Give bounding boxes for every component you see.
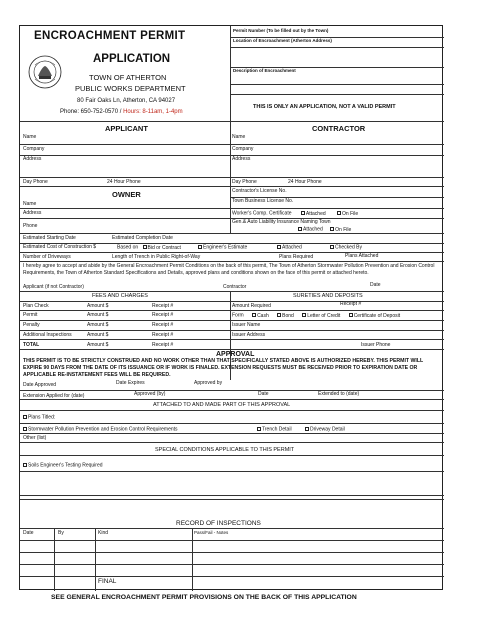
permit-form [19, 25, 443, 590]
trench-detail [257, 427, 292, 433]
owner-phone-label: Phone [23, 223, 38, 229]
insurance-checks [298, 227, 351, 233]
applicant-day-phone-label: Day Phone [23, 179, 48, 185]
owner-heading: OWNER [112, 190, 141, 199]
form-label: Form [232, 312, 244, 319]
attached-heading: ATTACHED TO AND MADE PART OF THIS APPROVAL [153, 402, 291, 408]
fee-row-receipt-label: Receipt # [152, 322, 174, 328]
workers-comp [232, 211, 358, 217]
inspection-final-label: FINAL [98, 578, 117, 585]
stormwater-req [23, 427, 178, 433]
workers-comp-attached-checkbox[interactable] [301, 211, 305, 215]
trench-detail-label: Trench Detail [262, 426, 292, 433]
bond-label: Bond [282, 312, 294, 319]
inspection-pass-fail-header: Pass/Fail - Notes [194, 530, 229, 535]
town-seal-logo [28, 55, 62, 89]
insurance-label: Gen.& Auto Liability Insurance Naming Town [232, 219, 331, 225]
issuer-phone-label: Issuer Phone [361, 342, 391, 348]
date-expires-label: Date Expires [116, 380, 145, 386]
other-list-label: Other (list) [23, 435, 47, 441]
description-label: Description of Encroachment [233, 68, 296, 73]
on-file-label: On File [342, 210, 359, 217]
based-on-label: Based on [117, 244, 139, 251]
fee-row-label: Plan Check [23, 303, 49, 309]
attached-label: Attached [305, 210, 326, 217]
contractor-day-phone-label: Day Phone [232, 179, 257, 185]
plans-titled-label: Plans Titled: [28, 414, 56, 421]
town-address: 80 Fair Oaks Ln, Atherton, CA 94027 [77, 98, 176, 104]
contractor-address-label: Address [232, 156, 251, 162]
fee-row-receipt-label: Receipt # [152, 303, 174, 309]
insurance-onfile-checkbox[interactable] [330, 227, 334, 231]
certificate-of-deposit-checkbox[interactable] [349, 313, 353, 317]
inspections-heading: RECORD OF INSPECTIONS [176, 520, 261, 527]
insurance-attached-checkbox[interactable] [298, 227, 302, 231]
checked-by-checkbox[interactable] [330, 245, 334, 249]
checked-by-label: Checked By [335, 244, 362, 251]
extension-date-label: Date [258, 391, 269, 397]
workers-comp-label: Worker's Comp. Certificate [232, 210, 292, 217]
special-conditions-heading: SPECIAL CONDITIONS APPLICABLE TO THIS PERMIT [155, 447, 295, 453]
fee-row-amount-label: Amount $ [87, 342, 109, 348]
cash-label: Cash [257, 312, 269, 319]
letter-of-credit-label: Letter of Credit [307, 312, 341, 319]
workers-comp-onfile-checkbox[interactable] [337, 211, 341, 215]
attached-check [277, 245, 302, 251]
contractor-heading: CONTRACTOR [312, 124, 366, 133]
permit-number-label: Permit Number (To be filled out by the Town) [233, 28, 329, 33]
contractor-24hr-phone-label: 24 Hour Phone [288, 179, 322, 185]
extension-approved-by-label: Approved (by) [134, 391, 166, 397]
engineers-estimate [198, 245, 247, 251]
application-notice: THIS IS ONLY AN APPLICATION, NOT A VALID PERMIT [253, 104, 396, 110]
fee-row-amount-label: Amount $ [87, 332, 109, 338]
bid-contract-label: Bid or Contract [147, 244, 181, 251]
footer-note: SEE GENERAL ENCROACHMENT PERMIT PROVISIONS ON THE BACK OF THIS APPLICATION [51, 594, 357, 601]
driveway-detail-label: Driveway Detail [310, 426, 345, 433]
applicant-company-label: Company [23, 146, 45, 152]
driveway-detail [305, 427, 345, 433]
estimate-attached-checkbox[interactable] [277, 245, 281, 249]
fee-row-receipt-label: Receipt # [152, 342, 174, 348]
plans-titled-checkbox[interactable] [23, 415, 27, 419]
trench-length-label: Length of Trench in Public Right-of-Way [112, 254, 201, 260]
extension-applied-label: Extension Applied for (date) [23, 393, 85, 399]
bid-contract-checkbox[interactable] [143, 245, 147, 249]
fee-row-label: Additional Inspections [23, 332, 72, 338]
approval-warning: THIS PERMIT IS TO BE STRICTLY CONSTRUED AND NO WORK OTHER THAN THAT SPECIFICALLY STATED ABOVE IS AUTHORIZED HEREBY. THIS PERMIT WILL EXPIRE 90 DAYS FROM THE DATE OF ITS ISSUANCE OR IF WORK IS FINALED. EXTENSION REQUESTS MUST BE RECEIVED PRIOR TO EXPIRATION DATE OR APPLICABLE RE-INSTATEMENT FEES WILL BE REQUIRED. [23, 358, 424, 379]
surety-receipt-label: Receipt # [340, 301, 362, 307]
completion-date-label: Estimated Completion Date [112, 235, 173, 241]
trench-detail-checkbox[interactable] [257, 427, 261, 431]
stormwater-label: Stormwater Pollution Prevention and Erosion Control Requirements [28, 426, 178, 433]
applicant-address-label: Address [23, 156, 42, 162]
inspection-by-header: By [58, 530, 64, 536]
start-date-label: Estimated Starting Date [23, 235, 76, 241]
business-license-label: Town Business License No. [232, 198, 294, 204]
inspection-date-header: Date [23, 530, 34, 536]
cost-label: Estimated Cost of Construction $ [23, 244, 97, 250]
town-name: TOWN OF ATHERTON [89, 73, 167, 82]
soils-testing-checkbox[interactable] [23, 463, 27, 467]
applicant-24hr-phone-label: 24 Hour Phone [107, 179, 141, 185]
owner-address-label: Address [23, 210, 42, 216]
driveways-label: Number of Driveways [23, 254, 71, 260]
form-title-line2: APPLICATION [93, 53, 171, 65]
attached-label: Attached [282, 244, 302, 251]
attached-label: Attached [303, 226, 323, 233]
fee-row-label: TOTAL [23, 342, 40, 348]
fee-row-amount-label: Amount $ [87, 312, 109, 318]
engineers-estimate-label: Engineer's Estimate [203, 244, 248, 251]
applicant-heading: APPLICANT [105, 124, 148, 133]
letter-of-credit-checkbox[interactable] [302, 313, 306, 317]
surety-amount-label: Amount Required [232, 303, 271, 309]
fee-row-amount-label: Amount $ [87, 303, 109, 309]
engineers-estimate-checkbox[interactable] [198, 245, 202, 249]
cash-checkbox[interactable] [252, 313, 256, 317]
fee-row-amount-label: Amount $ [87, 322, 109, 328]
phone-label: Phone: 650-752-0570 / [60, 109, 122, 115]
soils-testing [23, 463, 103, 469]
plans-attached-label: Plans Attached [345, 253, 379, 259]
location-label: Location of Encroachment (Atherton Address) [233, 38, 332, 43]
contractor-license-label: Contractor's License No. [232, 188, 287, 194]
contractor-name-label: Name [232, 134, 246, 140]
fee-row-label: Penalty [23, 322, 40, 328]
plans-required-label: Plans Required [279, 254, 314, 260]
applicant-name-label: Name [23, 134, 37, 140]
fee-row-receipt-label: Receipt # [152, 312, 174, 318]
department-name: PUBLIC WORKS DEPARTMENT [75, 84, 186, 93]
form-title-line1: ENCROACHMENT PERMIT [34, 30, 186, 42]
agreement-text: I hereby agree to accept and abide by the General Encroachment Permit Conditions on the back of this permit, The Town of Atherton Stormwater Pollution Prevention and Erosion Control Requirements, the Town of Atherton Standard Specifications and Details, approved plans and conditions shown on the face of this permit or attached hereto. [23, 263, 435, 276]
stormwater-checkbox[interactable] [23, 427, 27, 431]
issuer-address-label: Issuer Address [232, 332, 266, 338]
sureties-heading: SURETIES AND DEPOSITS [293, 293, 363, 299]
date-approved-label: Date Approved [23, 382, 57, 388]
office-hours: Hours: 8-11am, 1-4pm [123, 109, 183, 115]
on-file-label: On File [335, 226, 352, 233]
bond-checkbox[interactable] [277, 313, 281, 317]
signature-date-label: Date [370, 282, 381, 288]
fee-row-receipt-label: Receipt # [152, 332, 174, 338]
fee-row-label: Permit [23, 312, 38, 318]
certificate-of-deposit-label: Certificate of Deposit [353, 312, 401, 319]
owner-name-label: Name [23, 201, 37, 207]
fees-heading: FEES AND CHARGES [92, 293, 148, 299]
extended-to-label: Extended to (date) [318, 391, 360, 397]
inspection-kind-header: Kind [98, 530, 109, 536]
driveway-detail-checkbox[interactable] [305, 427, 309, 431]
contractor-company-label: Company [232, 146, 254, 152]
contractor-signature-label: Contractor [223, 284, 247, 290]
plans-titled [23, 415, 55, 421]
issuer-name-label: Issuer Name [232, 322, 261, 328]
applicant-signature-label: Applicant (if not Contractor) [23, 284, 84, 290]
checked-by [330, 245, 362, 251]
phone-hours [60, 109, 183, 115]
based-on [117, 245, 181, 251]
approval-heading: APPROVAL [216, 351, 255, 358]
approved-by-label: Approved by [194, 380, 223, 386]
surety-form [232, 313, 400, 319]
soils-testing-label: Soils Engineer's Testing Required [28, 462, 103, 469]
